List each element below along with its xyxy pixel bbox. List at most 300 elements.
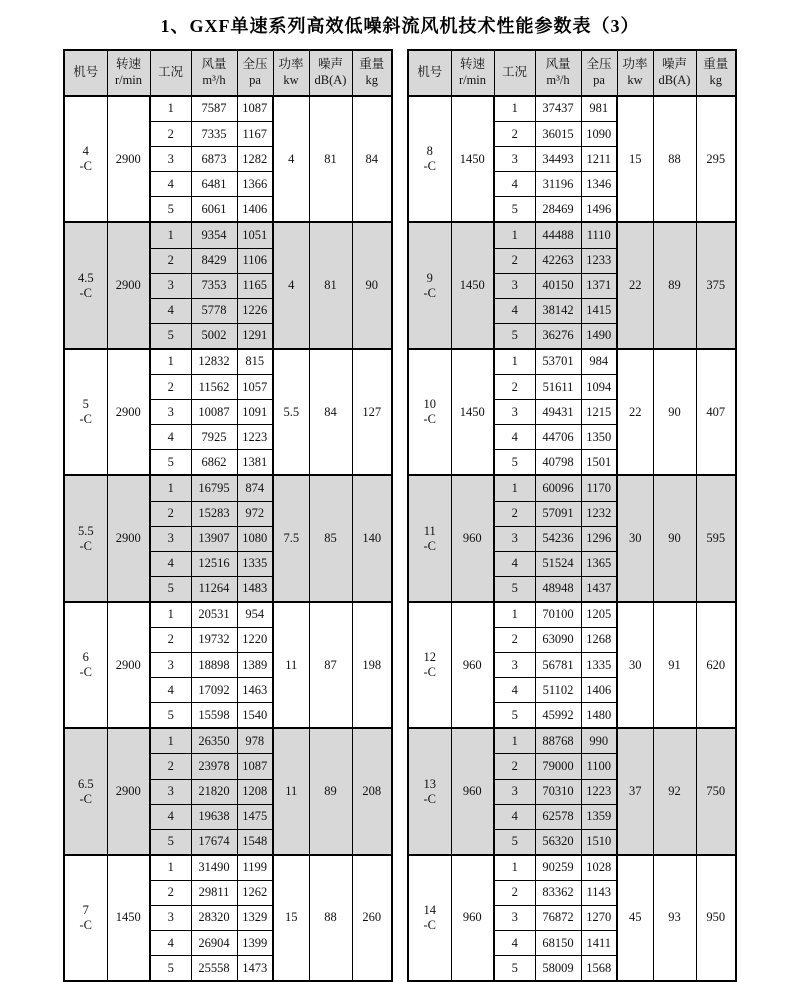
- model-number: 13: [423, 776, 436, 791]
- weight-cell: 375: [696, 222, 736, 348]
- model-suffix: -C: [79, 665, 92, 680]
- condition-cell: 3: [150, 147, 191, 172]
- condition-cell: 1: [494, 602, 535, 628]
- noise-cell: 81: [309, 222, 352, 348]
- pressure-cell: 1106: [237, 248, 273, 273]
- pressure-cell: 1350: [581, 425, 617, 450]
- pressure-cell: 1411: [581, 931, 617, 956]
- noise-cell: 93: [653, 855, 696, 981]
- noise-cell: 89: [653, 222, 696, 348]
- pressure-cell: 1220: [237, 627, 273, 652]
- flow-cell: 6061: [191, 197, 237, 223]
- col-header-label: 风量: [545, 57, 571, 72]
- model-cell: [408, 475, 451, 601]
- speed-cell: 2900: [107, 222, 150, 348]
- pressure-cell: 1051: [237, 222, 273, 248]
- model-cell: [408, 349, 451, 475]
- col-header-unit: kw: [627, 73, 643, 87]
- condition-cell: 3: [494, 147, 535, 172]
- pressure-cell: 1268: [581, 627, 617, 652]
- condition-cell: 4: [494, 172, 535, 197]
- power-cell: 4: [273, 96, 309, 222]
- condition-cell: 5: [494, 956, 535, 982]
- pressure-cell: 1282: [237, 147, 273, 172]
- pressure-cell: 1483: [237, 576, 273, 602]
- condition-cell: 1: [150, 728, 191, 754]
- power-cell: 30: [617, 475, 653, 601]
- flow-cell: 44706: [535, 425, 581, 450]
- model-suffix: -C: [79, 159, 92, 174]
- col-header-unit: dB(A): [314, 73, 347, 87]
- condition-cell: 5: [150, 450, 191, 476]
- speed-cell: 2900: [107, 602, 150, 728]
- flow-cell: 70100: [535, 602, 581, 628]
- table-row: [408, 728, 736, 754]
- pressure-cell: 1475: [237, 804, 273, 829]
- pressure-cell: 1090: [581, 122, 617, 147]
- tables-container: [0, 49, 800, 982]
- condition-cell: 5: [494, 576, 535, 602]
- noise-cell: 88: [653, 96, 696, 222]
- flow-cell: 58009: [535, 956, 581, 982]
- flow-cell: 36015: [535, 122, 581, 147]
- model-number: 6.5: [77, 776, 94, 791]
- condition-cell: 4: [494, 298, 535, 323]
- pressure-cell: 1501: [581, 450, 617, 476]
- pressure-cell: 981: [581, 96, 617, 122]
- pressure-cell: 1359: [581, 804, 617, 829]
- pressure-cell: 990: [581, 728, 617, 754]
- weight-cell: 208: [352, 728, 392, 854]
- model-cell: [408, 728, 451, 854]
- condition-cell: 1: [150, 222, 191, 248]
- condition-cell: 1: [494, 728, 535, 754]
- flow-cell: 88768: [535, 728, 581, 754]
- condition-cell: 5: [494, 829, 535, 855]
- col-header-flow: [191, 50, 237, 96]
- flow-cell: 16795: [191, 475, 237, 501]
- condition-cell: 2: [150, 754, 191, 779]
- flow-cell: 40150: [535, 273, 581, 298]
- col-header-label: 功率: [278, 57, 304, 72]
- noise-cell: 89: [309, 728, 352, 854]
- flow-cell: 36276: [535, 323, 581, 349]
- condition-cell: 4: [494, 551, 535, 576]
- pressure-cell: 1091: [237, 400, 273, 425]
- condition-cell: 3: [150, 779, 191, 804]
- model-cell: [408, 96, 451, 222]
- model-number: 4.5: [77, 270, 94, 285]
- flow-cell: 5002: [191, 323, 237, 349]
- weight-cell: 127: [352, 349, 392, 475]
- flow-cell: 13907: [191, 526, 237, 551]
- col-header-speed: [107, 50, 150, 96]
- flow-cell: 49431: [535, 400, 581, 425]
- table-row: [64, 475, 392, 501]
- page-title: 1、GXF单速系列高效低噪斜流风机技术性能参数表（3）: [160, 16, 640, 36]
- weight-cell: 950: [696, 855, 736, 981]
- condition-cell: 1: [150, 602, 191, 628]
- pressure-cell: 1165: [237, 273, 273, 298]
- pressure-cell: 1548: [237, 829, 273, 855]
- col-header-model: [408, 50, 451, 96]
- flow-cell: 48948: [535, 576, 581, 602]
- model-suffix: -C: [79, 285, 92, 300]
- condition-cell: 1: [494, 855, 535, 881]
- table-row: [408, 349, 736, 375]
- condition-cell: 4: [494, 804, 535, 829]
- col-header-unit: pa: [593, 73, 605, 87]
- col-header-label: 工况: [157, 65, 183, 80]
- col-header-label: 重量: [703, 57, 729, 72]
- condition-cell: 5: [150, 703, 191, 729]
- pressure-cell: 1223: [237, 425, 273, 450]
- model-number: 10: [423, 397, 436, 412]
- table-row: [408, 96, 736, 122]
- pressure-cell: 1490: [581, 323, 617, 349]
- col-header-condition: [494, 50, 535, 96]
- speed-cell: 2900: [107, 349, 150, 475]
- flow-cell: 37437: [535, 96, 581, 122]
- weight-cell: 84: [352, 96, 392, 222]
- flow-cell: 12832: [191, 349, 237, 375]
- condition-cell: 4: [150, 172, 191, 197]
- pressure-cell: 815: [237, 349, 273, 375]
- condition-cell: 3: [150, 273, 191, 298]
- speed-cell: 1450: [451, 222, 494, 348]
- pressure-cell: 1496: [581, 197, 617, 223]
- table-row: [64, 222, 392, 248]
- col-header-weight: [696, 50, 736, 96]
- model-cell: [64, 349, 107, 475]
- flow-cell: 11264: [191, 576, 237, 602]
- speed-cell: 960: [451, 855, 494, 981]
- col-header-unit: kg: [709, 73, 722, 87]
- pressure-cell: 1208: [237, 779, 273, 804]
- condition-cell: 4: [494, 931, 535, 956]
- col-header-pressure: [237, 50, 273, 96]
- pressure-cell: 1437: [581, 576, 617, 602]
- col-header-label: 风量: [201, 57, 227, 72]
- flow-cell: 6481: [191, 172, 237, 197]
- pressure-cell: 1223: [581, 779, 617, 804]
- flow-cell: 15283: [191, 501, 237, 526]
- condition-cell: 1: [150, 475, 191, 501]
- weight-cell: 595: [696, 475, 736, 601]
- condition-cell: 2: [494, 375, 535, 400]
- col-header-unit: m³/h: [202, 73, 226, 87]
- flow-cell: 45992: [535, 703, 581, 729]
- power-cell: 45: [617, 855, 653, 981]
- weight-cell: 295: [696, 96, 736, 222]
- condition-cell: 4: [150, 425, 191, 450]
- pressure-cell: 1057: [237, 375, 273, 400]
- flow-cell: 60096: [535, 475, 581, 501]
- flow-cell: 40798: [535, 450, 581, 476]
- weight-cell: 620: [696, 602, 736, 728]
- flow-cell: 54236: [535, 526, 581, 551]
- col-header-power: [273, 50, 309, 96]
- flow-cell: 62578: [535, 804, 581, 829]
- model-number: 6: [82, 650, 89, 665]
- pressure-cell: 1199: [237, 855, 273, 881]
- col-header-flow: [535, 50, 581, 96]
- pressure-cell: 1371: [581, 273, 617, 298]
- condition-cell: 3: [150, 526, 191, 551]
- flow-cell: 31490: [191, 855, 237, 881]
- noise-cell: 92: [653, 728, 696, 854]
- condition-cell: 4: [150, 804, 191, 829]
- condition-cell: 3: [494, 273, 535, 298]
- condition-cell: 4: [494, 425, 535, 450]
- fan-spec-table-right: [407, 49, 737, 982]
- condition-cell: 5: [150, 323, 191, 349]
- power-cell: 5.5: [273, 349, 309, 475]
- condition-cell: 2: [150, 501, 191, 526]
- noise-cell: 87: [309, 602, 352, 728]
- condition-cell: 1: [150, 349, 191, 375]
- col-header-label: 转速: [459, 57, 485, 72]
- flow-cell: 7587: [191, 96, 237, 122]
- flow-cell: 6873: [191, 147, 237, 172]
- speed-cell: 960: [451, 475, 494, 601]
- col-header-unit: kg: [365, 73, 378, 87]
- col-header-label: 功率: [622, 57, 648, 72]
- model-number: 5: [82, 397, 89, 412]
- power-cell: 15: [273, 855, 309, 981]
- pressure-cell: 1540: [237, 703, 273, 729]
- col-header-noise: [653, 50, 696, 96]
- model-number: 9: [426, 270, 433, 285]
- power-cell: 7.5: [273, 475, 309, 601]
- noise-cell: 84: [309, 349, 352, 475]
- condition-cell: 2: [150, 880, 191, 905]
- flow-cell: 12516: [191, 551, 237, 576]
- condition-cell: 1: [494, 349, 535, 375]
- model-suffix: -C: [423, 285, 436, 300]
- model-cell: [64, 728, 107, 854]
- flow-cell: 44488: [535, 222, 581, 248]
- power-cell: 22: [617, 349, 653, 475]
- pressure-cell: 1463: [237, 678, 273, 703]
- pressure-cell: 1480: [581, 703, 617, 729]
- col-header-label: 重量: [359, 57, 385, 72]
- pressure-cell: 874: [237, 475, 273, 501]
- condition-cell: 2: [150, 248, 191, 273]
- col-header-unit: m³/h: [546, 73, 570, 87]
- flow-cell: 19732: [191, 627, 237, 652]
- model-suffix: -C: [423, 918, 436, 933]
- pressure-cell: 1270: [581, 906, 617, 931]
- model-number: 8: [426, 144, 433, 159]
- table-row: [64, 855, 392, 881]
- power-cell: 11: [273, 728, 309, 854]
- col-header-label: 机号: [417, 65, 443, 80]
- pressure-cell: 1110: [581, 222, 617, 248]
- condition-cell: 1: [150, 96, 191, 122]
- fan-spec-table-left: [63, 49, 393, 982]
- condition-cell: 2: [150, 122, 191, 147]
- weight-cell: 198: [352, 602, 392, 728]
- pressure-cell: 1406: [581, 678, 617, 703]
- model-suffix: -C: [79, 538, 92, 553]
- condition-cell: 3: [494, 906, 535, 931]
- col-header-speed: [451, 50, 494, 96]
- power-cell: 15: [617, 96, 653, 222]
- condition-cell: 1: [494, 475, 535, 501]
- flow-cell: 5778: [191, 298, 237, 323]
- power-cell: 37: [617, 728, 653, 854]
- flow-cell: 70310: [535, 779, 581, 804]
- pressure-cell: 1262: [237, 880, 273, 905]
- model-cell: [64, 96, 107, 222]
- col-header-unit: r/min: [114, 73, 143, 87]
- condition-cell: 2: [494, 627, 535, 652]
- condition-cell: 5: [494, 450, 535, 476]
- col-header-model: [64, 50, 107, 96]
- condition-cell: 2: [494, 122, 535, 147]
- noise-cell: 91: [653, 602, 696, 728]
- flow-cell: 23978: [191, 754, 237, 779]
- flow-cell: 29811: [191, 880, 237, 905]
- weight-cell: 260: [352, 855, 392, 981]
- pressure-cell: 984: [581, 349, 617, 375]
- speed-cell: 960: [451, 728, 494, 854]
- flow-cell: 7925: [191, 425, 237, 450]
- flow-cell: 38142: [535, 298, 581, 323]
- table-row: [408, 475, 736, 501]
- flow-cell: 26350: [191, 728, 237, 754]
- pressure-cell: 1365: [581, 551, 617, 576]
- pressure-cell: 1211: [581, 147, 617, 172]
- weight-cell: 140: [352, 475, 392, 601]
- condition-cell: 2: [494, 754, 535, 779]
- flow-cell: 19638: [191, 804, 237, 829]
- noise-cell: 85: [309, 475, 352, 601]
- flow-cell: 34493: [535, 147, 581, 172]
- pressure-cell: 1087: [237, 754, 273, 779]
- pressure-cell: 1028: [581, 855, 617, 881]
- flow-cell: 21820: [191, 779, 237, 804]
- noise-cell: 81: [309, 96, 352, 222]
- col-header-label: 噪声: [317, 57, 343, 72]
- flow-cell: 15598: [191, 703, 237, 729]
- condition-cell: 5: [494, 197, 535, 223]
- pressure-cell: 1329: [237, 906, 273, 931]
- flow-cell: 7335: [191, 122, 237, 147]
- pressure-cell: 1100: [581, 754, 617, 779]
- pressure-cell: 1087: [237, 96, 273, 122]
- model-suffix: -C: [423, 665, 436, 680]
- speed-cell: 1450: [451, 96, 494, 222]
- condition-cell: 4: [150, 931, 191, 956]
- flow-cell: 17674: [191, 829, 237, 855]
- speed-cell: 2900: [107, 728, 150, 854]
- weight-cell: 750: [696, 728, 736, 854]
- col-header-unit: kw: [283, 73, 299, 87]
- pressure-cell: 1346: [581, 172, 617, 197]
- model-suffix: -C: [423, 791, 436, 806]
- col-header-condition: [150, 50, 191, 96]
- flow-cell: 51524: [535, 551, 581, 576]
- flow-cell: 6862: [191, 450, 237, 476]
- condition-cell: 5: [150, 956, 191, 982]
- model-cell: [64, 222, 107, 348]
- col-header-label: 机号: [73, 65, 99, 80]
- pressure-cell: 1399: [237, 931, 273, 956]
- power-cell: 11: [273, 602, 309, 728]
- pressure-cell: 1170: [581, 475, 617, 501]
- condition-cell: 3: [494, 400, 535, 425]
- col-header-pressure: [581, 50, 617, 96]
- pressure-cell: 978: [237, 728, 273, 754]
- col-header-noise: [309, 50, 352, 96]
- pressure-cell: 1080: [237, 526, 273, 551]
- pressure-cell: 954: [237, 602, 273, 628]
- model-number: 11: [423, 523, 436, 538]
- flow-cell: 83362: [535, 880, 581, 905]
- pressure-cell: 1226: [237, 298, 273, 323]
- speed-cell: 2900: [107, 96, 150, 222]
- flow-cell: 18898: [191, 653, 237, 678]
- pressure-cell: 1389: [237, 653, 273, 678]
- flow-cell: 10087: [191, 400, 237, 425]
- col-header-power: [617, 50, 653, 96]
- condition-cell: 5: [150, 576, 191, 602]
- col-header-label: 工况: [501, 65, 527, 80]
- noise-cell: 90: [653, 349, 696, 475]
- table-row: [64, 349, 392, 375]
- pressure-cell: 972: [237, 501, 273, 526]
- model-suffix: -C: [79, 918, 92, 933]
- table-row: [408, 222, 736, 248]
- pressure-cell: 1143: [581, 880, 617, 905]
- condition-cell: 3: [494, 653, 535, 678]
- table-row: [408, 855, 736, 881]
- condition-cell: 2: [150, 627, 191, 652]
- pressure-cell: 1415: [581, 298, 617, 323]
- model-number: 7: [82, 903, 89, 918]
- flow-cell: 51102: [535, 678, 581, 703]
- header-row: [64, 50, 392, 96]
- pressure-cell: 1335: [237, 551, 273, 576]
- model-number: 4: [82, 144, 89, 159]
- power-cell: 4: [273, 222, 309, 348]
- flow-cell: 90259: [535, 855, 581, 881]
- flow-cell: 28320: [191, 906, 237, 931]
- model-number: 5.5: [77, 523, 94, 538]
- flow-cell: 51611: [535, 375, 581, 400]
- header-row: [408, 50, 736, 96]
- model-cell: [64, 602, 107, 728]
- condition-cell: 5: [494, 323, 535, 349]
- pressure-cell: 1473: [237, 956, 273, 982]
- col-header-label: 全压: [586, 57, 612, 72]
- col-header-weight: [352, 50, 392, 96]
- condition-cell: 2: [494, 501, 535, 526]
- model-number: 14: [423, 903, 436, 918]
- power-cell: 22: [617, 222, 653, 348]
- condition-cell: 4: [150, 298, 191, 323]
- flow-cell: 7353: [191, 273, 237, 298]
- table-row: [408, 602, 736, 628]
- model-suffix: -C: [423, 412, 436, 427]
- flow-cell: 17092: [191, 678, 237, 703]
- noise-cell: 90: [653, 475, 696, 601]
- model-cell: [408, 222, 451, 348]
- model-cell: [64, 855, 107, 981]
- flow-cell: 11562: [191, 375, 237, 400]
